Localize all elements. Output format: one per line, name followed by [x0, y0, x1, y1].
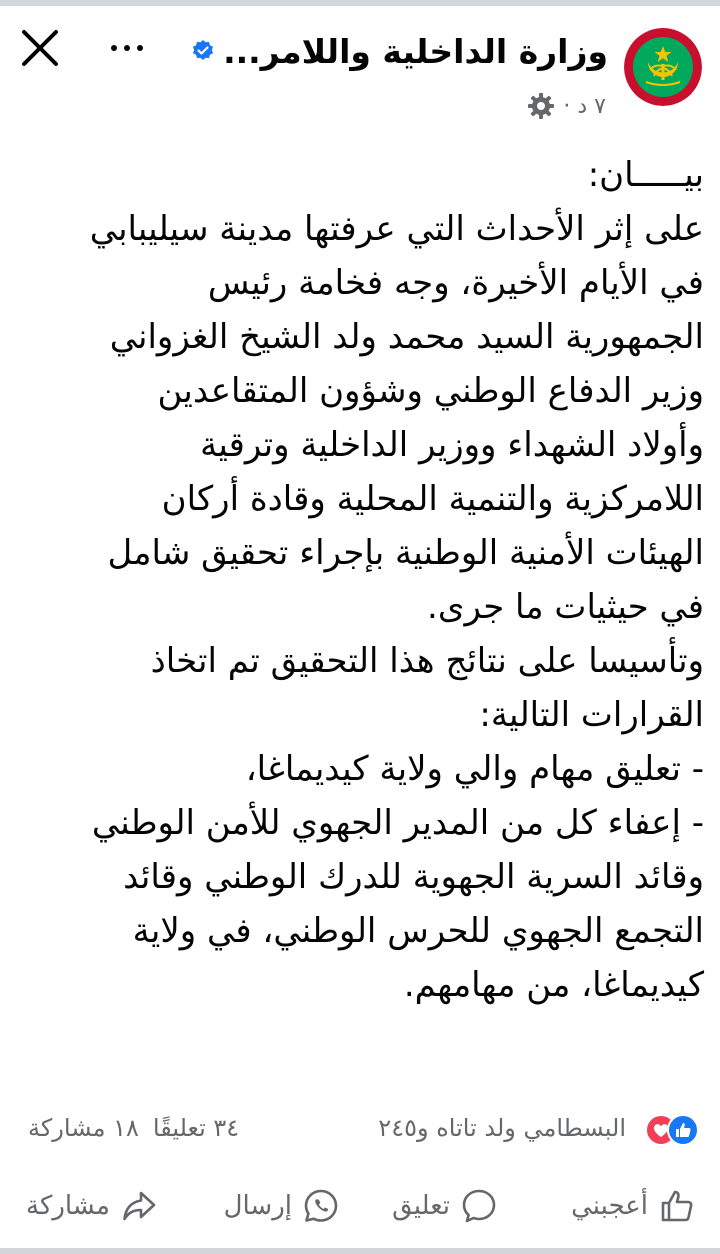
reactions-summary — [0, 1108, 720, 1152]
page-title-group — [191, 28, 608, 74]
send-button[interactable] — [224, 1176, 340, 1236]
verified-badge-icon — [191, 39, 215, 63]
thumbs-up-icon — [658, 1187, 696, 1225]
like-label: أعجبني — [571, 1191, 648, 1221]
post-line: في الأيام الأخيرة، وجه فخامة رئيس — [207, 263, 704, 303]
post-meta — [527, 92, 606, 120]
comment-bubble-icon — [460, 1187, 498, 1225]
post-line: وأولاد الشهداء ووزير الداخلية وترقية — [200, 425, 704, 465]
post-action-bar — [0, 1176, 720, 1236]
emblem-seal-icon — [624, 28, 702, 106]
post-header — [0, 6, 720, 131]
post-line: بيـــــان: — [587, 155, 704, 195]
shares-count[interactable]: ١٨ مشاركة — [28, 1114, 139, 1142]
like-button[interactable] — [571, 1176, 696, 1236]
engagement-counts — [28, 1114, 239, 1142]
close-button[interactable] — [18, 26, 62, 70]
reaction-icons[interactable] — [644, 1113, 700, 1147]
like-reaction-icon — [668, 1115, 698, 1145]
more-options-button[interactable] — [100, 28, 154, 68]
gear-icon — [527, 92, 555, 120]
post-line: وتأسيسا على نتائج هذا التحقيق تم اتخاذ — [150, 641, 704, 681]
bottom-divider — [0, 1248, 720, 1254]
post-line: كيديماغا، من مهامهم. — [403, 965, 704, 1005]
post-line: في حيثيات ما جرى. — [427, 587, 704, 627]
share-label: مشاركة — [26, 1191, 110, 1221]
post-line: الجمهورية السيد محمد ولد الشيخ الغزواني — [109, 317, 704, 357]
post-text — [14, 148, 704, 1012]
post-line: القرارات التالية: — [479, 695, 704, 735]
post-line: الهيئات الأمنية الوطنية بإجراء تحقيق شامل — [107, 533, 704, 573]
reactors-text[interactable]: البسطامي ولد تاتاه و٢٤٥ — [378, 1114, 626, 1142]
more-dot-icon — [111, 45, 117, 51]
page-name-link[interactable]: وزارة الداخلية واللامر... — [223, 31, 608, 71]
post-line: على إثر الأحداث التي عرفتها مدينة سيليبابي — [89, 209, 704, 249]
comment-label: تعليق — [392, 1191, 450, 1221]
whatsapp-icon — [302, 1187, 340, 1225]
close-icon — [18, 26, 62, 70]
comment-button[interactable] — [392, 1176, 498, 1236]
post-timestamp[interactable]: ٧ د · — [563, 93, 606, 119]
post-line: وزير الدفاع الوطني وشؤون المتقاعدين — [157, 371, 704, 411]
send-label: إرسال — [223, 1191, 292, 1221]
comments-count[interactable]: ٣٤ تعليقًا — [152, 1114, 240, 1142]
more-dot-icon — [124, 45, 130, 51]
post-line: اللامركزية والتنمية المحلية وقادة أركان — [161, 479, 704, 519]
post-line: التجمع الجهوي للحرس الوطني، في ولاية — [132, 911, 704, 951]
share-button[interactable] — [26, 1176, 158, 1236]
page-avatar[interactable] — [624, 28, 702, 106]
more-dot-icon — [137, 45, 143, 51]
post-line: وقائد السرية الجهوية للدرك الوطني وقائد — [123, 857, 704, 897]
post-line: - إعفاء كل من المدير الجهوي للأمن الوطني — [91, 803, 704, 843]
share-arrow-icon — [120, 1187, 158, 1225]
post-line: - تعليق مهام والي ولاية كيديماغا، — [245, 749, 704, 789]
